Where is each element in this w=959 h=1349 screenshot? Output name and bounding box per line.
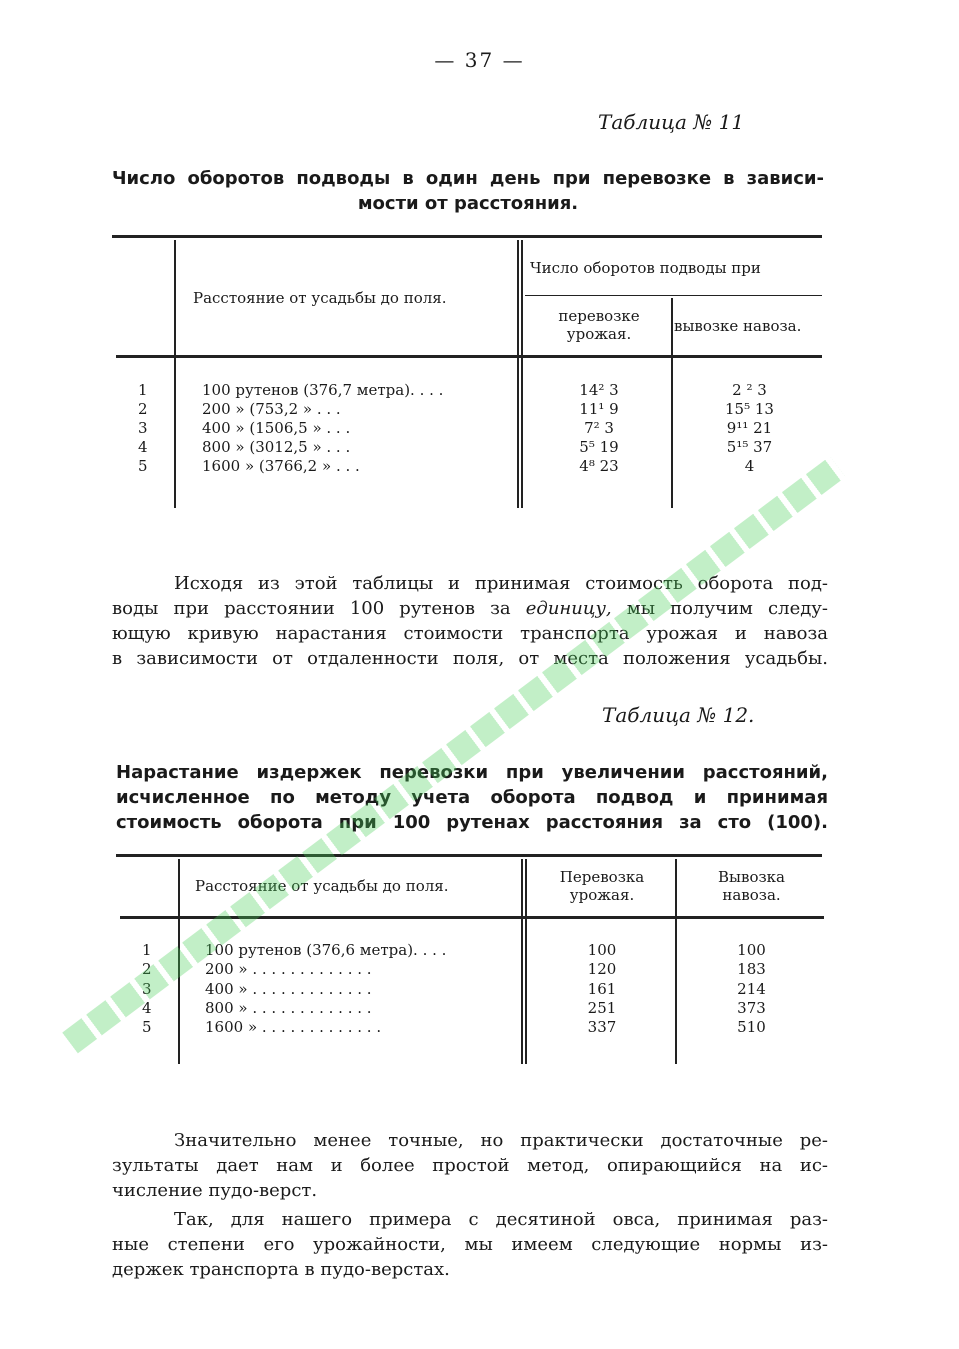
paragraph-line: ющую кривую нарастания стоимости транспорта урожая и навоза [112,623,828,644]
table-11-col-divider [517,240,523,508]
table-row-number: 4 [142,999,152,1017]
table-row-number: 4 [138,438,148,456]
table-11-header-distance: Расстояние от усадьбы до поля. [193,289,447,307]
table-12-col-divider [675,859,677,1064]
table-11-col-divider [671,298,673,508]
table-row-number: 3 [138,419,148,437]
table-row-manure: 15⁵ 13 [725,400,774,418]
table-row-number: 2 [138,400,148,418]
paragraph-line: Так, для нашего примера с десятиной овса, принимая раз- [174,1209,828,1230]
table-row-distance: 1600 » (3766,2 » . . . [202,457,360,475]
table-row-distance: 800 » . . . . . . . . . . . . . [205,999,372,1017]
table-11-header-harvest-line: перевозке [558,307,640,325]
table-row-manure: 100 [737,941,766,959]
table-11-header-group: Число оборотов подводы при [530,259,761,277]
table-11-title [112,166,824,216]
table-row-number: 1 [138,381,148,399]
paragraph-line: Значительно менее точные, но практически достаточные ре- [174,1130,828,1151]
paragraph-line: зультаты дает нам и более простой метод, опирающийся на ис- [112,1155,828,1176]
table-11-group-rule [525,295,822,296]
table-11-col-divider [174,240,176,508]
table-12-col-divider [521,859,527,1064]
table-row-number: 3 [142,980,152,998]
table-row-manure: 9¹¹ 21 [726,419,773,437]
paragraph-2 [112,1128,828,1203]
table-12-header-harvest-line: урожая. [569,886,635,904]
table-row-harvest: 100 [587,941,617,959]
table-row-harvest: 5⁵ 19 [579,438,619,456]
table-11-header-harvest-line: урожая. [566,325,632,343]
page-number: — 37 — [434,48,525,72]
paragraph-line: ные степени его урожайности, мы имеем следующие нормы из- [112,1234,828,1255]
table-11-header-harvest [528,307,670,343]
table-12-title [116,760,828,835]
paragraph-line: Исходя из этой таблицы и принимая стоимость оборота под- [174,573,828,594]
table-row-distance: 200 » (753,2 » . . . [202,400,341,418]
table-row-harvest: 251 [587,999,617,1017]
table-12-col-divider [178,859,180,1064]
paragraph-line: в зависимости от отдаленности поля, от места положения усадьбы. [112,648,828,669]
table-11-header-manure: вывозке навоза. [674,317,802,335]
table-row-harvest: 4⁸ 23 [579,457,619,475]
table-12-label: Таблица № 12. [602,703,755,727]
table-12-header-manure [679,868,824,904]
table-row-manure: 214 [737,980,766,998]
table-row-harvest: 14² 3 [579,381,619,399]
table-12-title-line: исчисленное по методу учета оборота подвод и принимая [116,787,828,808]
table-row-manure: 183 [737,960,766,978]
table-12-header-manure-line: Вывозка [718,868,785,886]
table-row-manure: 2 ² 3 [732,381,767,399]
table-row-distance: 100 рутенов (376,7 метра). . . . [202,381,444,399]
table-12-header-harvest-line: Перевозка [559,868,645,886]
table-12-header-manure-line: навоза. [722,886,781,904]
table-11-header-rule [116,355,822,358]
table-row-manure: 373 [737,999,766,1017]
emphasis-word: единицу, [525,598,612,619]
table-row-harvest: 120 [587,960,617,978]
table-row-distance: 200 » . . . . . . . . . . . . . [205,960,372,978]
table-row-harvest: 11¹ 9 [579,400,619,418]
paragraph-1 [112,571,828,671]
paragraph-line: держек транспорта в пудо-верстах. [112,1259,450,1280]
table-row-distance: 100 рутенов (376,6 метра). . . . [205,941,447,959]
table-row-harvest: 161 [587,980,617,998]
table-row-manure: 510 [737,1018,766,1036]
table-row-harvest: 7² 3 [584,419,614,437]
table-row-number: 1 [142,941,152,959]
table-row-harvest: 337 [587,1018,617,1036]
table-row-manure: 4 [744,457,755,475]
table-11-title-line: мости от расстояния. [357,193,579,214]
paragraph-line: числение пудо-верст. [112,1180,318,1201]
table-row-distance: 1600 » . . . . . . . . . . . . . [205,1018,382,1036]
table-row-distance: 400 » . . . . . . . . . . . . . [205,980,372,998]
paragraph-line: воды при расстоянии 100 рутенов за единицу, мы получим следу- [112,598,828,619]
table-row-number: 5 [138,457,148,475]
table-12-header-rule [120,916,824,919]
table-12-header-distance: Расстояние от усадьбы до поля. [195,877,449,895]
table-12-header-harvest [530,868,674,904]
table-12-title-line: стоимость оборота при 100 рутенах расстояния за сто (100). [116,812,828,833]
table-11-top-rule [112,235,822,238]
table-row-manure: 5¹⁵ 37 [726,438,773,456]
table-11-label: Таблица № 11 [598,110,745,134]
table-row-distance: 400 » (1506,5 » . . . [202,419,351,437]
table-row-number: 5 [142,1018,152,1036]
table-12-title-line: Нарастание издержек перевозки при увеличении расстояний, [116,762,828,783]
table-row-distance: 800 » (3012,5 » . . . [202,438,351,456]
table-row-number: 2 [142,960,152,978]
table-12-top-rule [116,854,822,857]
paragraph-3 [112,1207,828,1282]
table-11-title-line: Число оборотов подводы в один день при перевозке в зависи- [112,168,824,189]
